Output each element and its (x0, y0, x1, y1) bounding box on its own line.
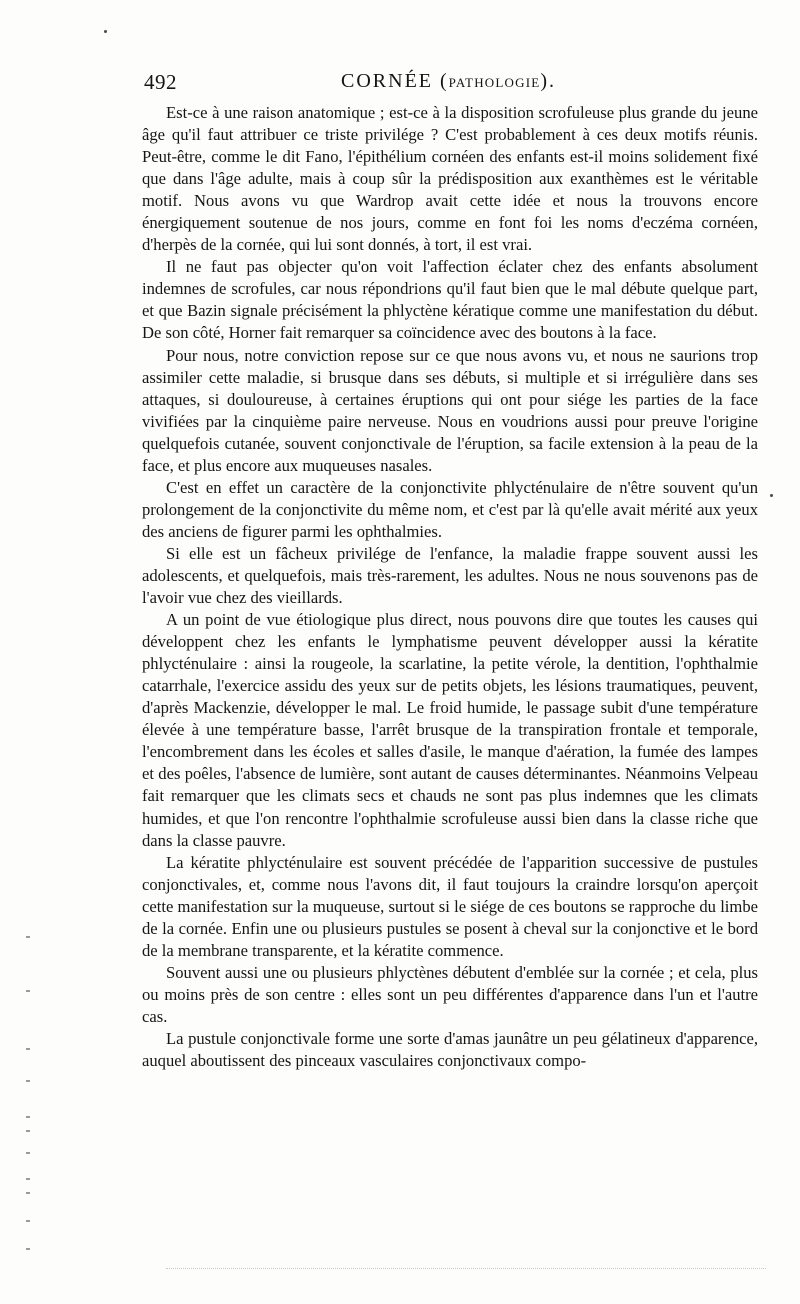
scan-speck (770, 494, 773, 497)
paragraph: Souvent aussi une ou plusieurs phlyctènes débutent d'emblée sur la cornée ; et cela, plus ou moins près de son centre : elles sont un peu différentes d'apparence dans l'un et l'autre cas. (142, 962, 758, 1026)
scan-speck (104, 30, 107, 33)
paragraph: La pustule conjonctivale forme une sorte d'amas jaunâtre un peu gélatineux d'apparence, auquel aboutissent des pinceaux vasculaires conjonctivaux compo- (142, 1028, 758, 1071)
running-title-sub: PATHOLOGIE (448, 75, 541, 90)
paragraph: Si elle est un fâcheux privilége de l'enfance, la maladie frappe souvent aussi les adolescents, et quelquefois, mais très-rarement, les adultes. Nous ne nous souvenons pas de l'avoir vue chez des vieillards. (142, 543, 758, 608)
running-title-end: ). (540, 70, 557, 92)
running-header (144, 70, 756, 100)
running-title (341, 70, 556, 93)
bottom-scan-edge (166, 1268, 766, 1269)
paragraph: La kératite phlycténulaire est souvent précédée de l'apparition successive de pustules conjonctivales, et, comme nous l'avons dit, il faut toujours la craindre lorsqu'on aperçoit cette manifestation sur la muqueuse, surtout si le siége de ces boutons se rapproche du limbe de la cornée. Enfin une ou plusieurs pustules se posent à cheval sur la conjonctive et le bord de la membrane transparente, et la kératite commence. (142, 852, 758, 960)
margin-scan-marks (26, 930, 40, 1270)
paragraph: C'est en effet un caractère de la conjonctivite phlycténulaire de n'être souvent qu'un prolongement de la conjonctivite du même nom, et c'est par là qu'elle avait mérité aux yeux des anciens de figurer parmi les ophthalmies. (142, 477, 758, 541)
paragraph: Est-ce à une raison anatomique ; est-ce à la disposition scrofuleuse plus grande du jeune âge qu'il faut attribuer ce triste privilége ? C'est probablement à ces deux motifs réunis. Peut-être, comme le dit Fano, l'épithélium cornéen des enfants est-il moins solidement fixé que dans l'âge adulte, mais à coup sûr la prédisposition aux exanthèmes est le véritable motif. Nous avons vu que Wardrop avait cette idée et nous la trouvons encore énergiquement soutenue de nos jours, comme en font foi les noms d'eczéma cornéen, d'herpès de la cornée, qui lui sont donnés, à tort, il est vrai. (142, 103, 758, 255)
page-number: 492 (144, 70, 177, 94)
running-title-main: CORNÉE ( (341, 70, 449, 92)
body-text (142, 102, 758, 1072)
paragraph: Il ne faut pas objecter qu'on voit l'affection éclater chez des enfants absolument indemnes de scrofules, car nous répondrions qu'il faut bien que le mal débute quelque part, et que Bazin signale précisément la phlyctène kératique comme une manifestation du début. De son côté, Horner fait remarquer sa coïncidence avec des boutons à la face. (142, 257, 758, 343)
paragraph: A un point de vue étiologique plus direct, nous pouvons dire que toutes les causes qui développent chez les enfants le lymphatisme peuvent développer aussi la kératite phlycténulaire : ainsi la rougeole, la scarlatine, la petite vérole, la dentition, l'ophthalmie catarrhale, l'exercice assidu des yeux sur de petits objets, les lésions traumatiques, peuvent, d'après Mackenzie, développer le mal. Le froid humide, le passage subit d'une température élevée à une température basse, l'arrêt brusque de la transpiration frontale et temporale, l'encombrement dans les écoles et salles d'asile, le manque d'aération, la fumée des lampes et des poêles, l'absence de lumière, sont autant de causes déterminantes. Néanmoins Velpeau fait remarquer que les climats secs et chauds ne sont pas plus indemnes que les climats humides, et que l'on rencontre l'ophthalmie scrofuleuse aussi bien dans la classe riche que dans la classe pauvre. (142, 610, 758, 850)
paragraph: Pour nous, notre conviction repose sur ce que nous avons vu, et nous ne saurions trop assimiler cette maladie, si brusque dans ses débuts, si multiple et si irrégulière dans ses attaques, si douloureuse, à certaines éruptions qui ont pour siége les parties de la face vivifiées par la cinquième paire nerveuse. Nous en voudrions aussi pour preuve l'origine quelquefois cutanée, souvent conjonctivale de l'éruption, sa facile extension à la peau de la face, et plus encore aux muqueuses nasales. (142, 345, 758, 475)
